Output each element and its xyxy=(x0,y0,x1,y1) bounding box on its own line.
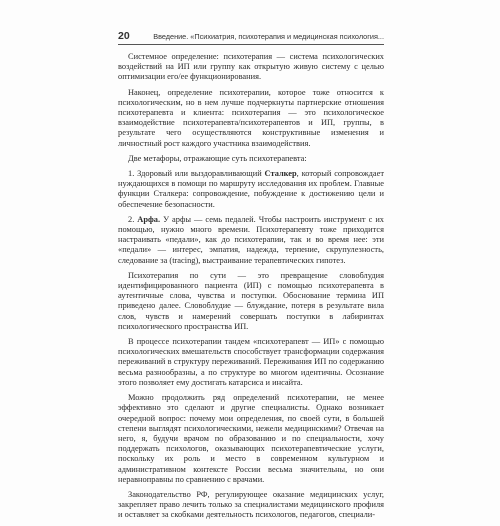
paragraph: Психотерапия по сути — это превращение словоблудия идентифицированного пациента (ИП) с помощью психотерапевта в аутентичные слова, чувства и поступки. Обоснование термина ИП приведено далее. Словоблудие — блуждание, потеря в результате вила слов, чувств и намерений совершать поступки в лабиринтах психологического пространства ИП. xyxy=(118,270,384,331)
paragraph: Наконец, определение психотерапии, которое тоже относится к психологическим, но в нем лучше подчеркнуты партнерские отношения психотерапевта и клиента: психотерапия — это психологическое взаимодействие психотерапевта/психотерапевтов и ИП, группы, в результате чего осуществляются конструктивные изменения и личностный рост каждого участника взаимодействия. xyxy=(118,87,384,148)
paragraph: Можно продолжить ряд определений психотерапии, не менее эффективно это сделают и другие специалисты. Однако возникает очередной вопрос: почему мои определения, по своей сути, в большей степени выглядят психологическими, нежели медицинскими? Отвечая на него, я, будучи врачом по образованию и по специальности, хочу поддержать психологов, оказывающих психотерапевтические услуги, поскольку их роль и место в современном культурном и административном контексте России весьма значительны, но они неравноправны по сравнению с врачами. xyxy=(118,393,384,484)
paragraph: Две метафоры, отражающие суть психотерапевта: xyxy=(128,153,307,163)
paragraph: Законодательство РФ, регулирующее оказание медицинских услуг, закрепляет право лечить только за специалистами медицинского профиля и оставляет за скобками деятельность психологов, педагогов, специали- xyxy=(118,489,384,520)
metaphor-1: 1. Здоровый или выздоравливающий Сталкер, который сопровождает нуждающихся в помощи по маршруту исследования их проблем. Главные функции Сталкера: сопровождение, побуждение к достижению цели и обеспечение безопасности. xyxy=(118,169,384,209)
header-rule xyxy=(118,44,384,45)
page-header xyxy=(118,30,384,44)
page-number: 20 xyxy=(118,30,130,42)
paragraph: Системное определение: психотерапия — система психологических воздействий на ИП или группу как открытую живую систему с целью оптимизации его/ее функционирования. xyxy=(118,52,384,82)
running-title: Введение. «Психиатрия, психотерапия и медицинская психология... xyxy=(153,32,384,41)
term-bold: Сталкер xyxy=(264,169,297,179)
metaphor-2: 2. Арфа. У арфы — семь педалей. Чтобы настроить инструмент с их помощью, нужно много времени. Психотерапевту тоже приходится настраивать «педали», как до психотерапии, так и во время нее: эти «педали» — интерес, эмпатия, надежда, терпение, скрупулезность, следование за (tracing), выстраивание терапевтических гипотез. xyxy=(118,214,384,265)
term-bold: Арфа. xyxy=(137,214,161,224)
page-body xyxy=(118,52,384,526)
paragraph: В процессе психотерапии тандем «психотерапевт — ИП» с помощью психологических вмешательств способствует трансформации содержания переживаний в структуру переживаний. Переживания ИП по содержанию весьма разнообразны, а по структуре во многом идентичны. Осознание этого позволяет ему достигать катарсиса и инсайта. xyxy=(118,337,384,387)
